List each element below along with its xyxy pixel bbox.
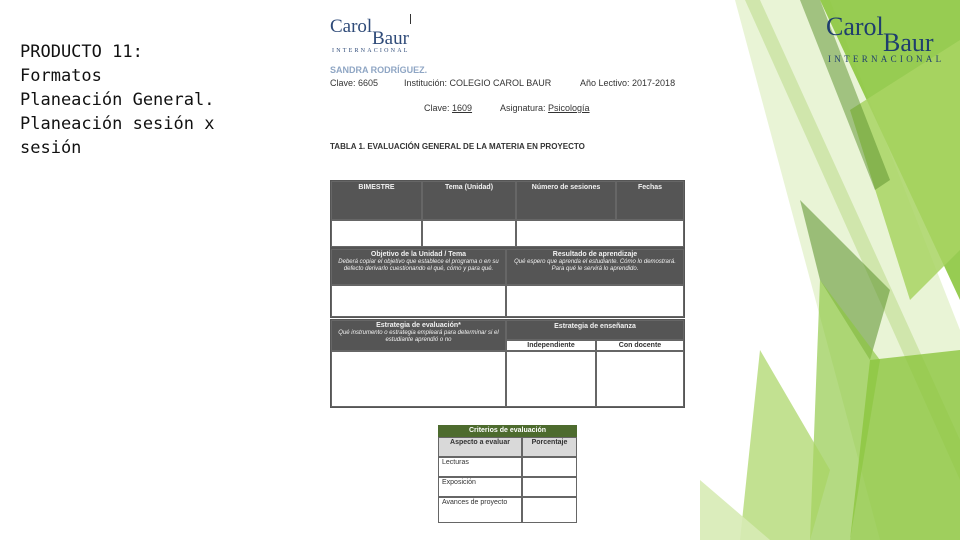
clave2-value: 1609 bbox=[452, 103, 473, 113]
institucion-label: Institución: COLEGIO CAROL BAUR bbox=[404, 78, 552, 88]
header-numero-sesiones: Número de sesiones bbox=[516, 181, 616, 220]
resultado-header bbox=[506, 249, 684, 285]
doc-logo-subtitle: INTERNACIONAL bbox=[332, 48, 410, 54]
logo-subtitle: INTERNACIONAL bbox=[828, 54, 945, 64]
planning-document bbox=[326, 0, 696, 540]
table-title: TABLA 1. EVALUACIÓN GENERAL DE LA MATERIA EN PROYECTO bbox=[330, 142, 585, 151]
table-cell bbox=[331, 220, 422, 247]
criterios-row-label: Exposición bbox=[438, 477, 522, 497]
header-tema: Tema (Unidad) bbox=[422, 181, 516, 220]
criterios-row-label: Lecturas bbox=[438, 457, 522, 477]
logo-word-carol: Carol bbox=[826, 12, 884, 41]
asignatura-prefix: Asignatura: bbox=[500, 103, 549, 113]
text-cursor-mark bbox=[410, 14, 411, 24]
table-cell bbox=[522, 477, 577, 497]
carol-baur-logo bbox=[826, 12, 952, 66]
general-info-table bbox=[330, 180, 685, 248]
table-cell bbox=[596, 351, 684, 407]
resultado-desc: Qué espero que aprenda el estudiante. Cómo lo demostrará. Para qué le servirá lo aprendido. bbox=[514, 259, 676, 272]
criterios-header-porcentaje: Porcentaje bbox=[522, 437, 577, 457]
doc-logo-word-baur: Baur bbox=[372, 28, 409, 49]
ensenanza-con-docente: Con docente bbox=[596, 340, 684, 351]
estrategias-table bbox=[330, 319, 685, 408]
clave2-prefix: Clave: bbox=[424, 103, 453, 113]
clave-label: Clave: 6605 bbox=[330, 78, 379, 88]
slide-title-line: Planeación sesión x bbox=[20, 114, 215, 134]
slide-title-line: Formatos bbox=[20, 66, 102, 86]
table-cell bbox=[522, 457, 577, 477]
table-cell bbox=[331, 285, 506, 317]
evaluacion-header bbox=[331, 320, 506, 351]
criterios-row-label: Avances de proyecto bbox=[438, 497, 522, 523]
objetivo-header bbox=[331, 249, 506, 285]
green-shard-decoration bbox=[700, 0, 960, 540]
slide-title-line: sesión bbox=[20, 138, 82, 158]
slide-title-line: Planeación General. bbox=[20, 90, 215, 110]
evaluacion-title: Estrategia de evaluación* bbox=[376, 322, 461, 329]
asignatura-value: Psicología bbox=[548, 103, 590, 113]
objetivo-resultado-table bbox=[330, 248, 685, 318]
table-cell bbox=[506, 285, 684, 317]
slide-title-line: PRODUCTO 11: bbox=[20, 42, 143, 62]
logo-word-baur: Baur bbox=[883, 28, 934, 57]
criterios-table bbox=[438, 425, 577, 523]
table-cell bbox=[422, 220, 516, 247]
objetivo-title: Objetivo de la Unidad / Tema bbox=[370, 251, 467, 258]
table-cell bbox=[506, 351, 596, 407]
criterios-header-aspecto: Aspecto a evaluar bbox=[438, 437, 522, 457]
header-fechas: Fechas bbox=[616, 181, 684, 220]
table-cell bbox=[331, 351, 506, 407]
ano-lectivo-label: Año Lectivo: 2017-2018 bbox=[580, 78, 676, 88]
table-cell bbox=[522, 497, 577, 523]
table-cell bbox=[516, 220, 684, 247]
document-logo bbox=[330, 16, 420, 56]
evaluacion-desc: Qué instrumento o estrategia empleará para determinar si el estudiante aprendió o no bbox=[338, 330, 499, 343]
asignatura-line bbox=[500, 103, 590, 113]
ensenanza-header: Estrategia de enseñanza bbox=[506, 320, 684, 340]
resultado-title: Resultado de aprendizaje bbox=[552, 251, 638, 258]
document-author: SANDRA RODRÍGUEZ. bbox=[330, 65, 428, 75]
criterios-title: Criterios de evaluación bbox=[438, 425, 577, 437]
slide-title bbox=[20, 40, 250, 160]
doc-logo-word-carol: Carol bbox=[330, 16, 373, 37]
header-bimestre: BIMESTRE bbox=[331, 181, 422, 220]
objetivo-desc: Deberá copiar el objetivo que establece el programa o en su defecto derivarlo cuestionando el qué, cómo y para qué. bbox=[338, 259, 499, 272]
clave2-line bbox=[424, 103, 472, 113]
ensenanza-independiente: Independiente bbox=[506, 340, 596, 351]
